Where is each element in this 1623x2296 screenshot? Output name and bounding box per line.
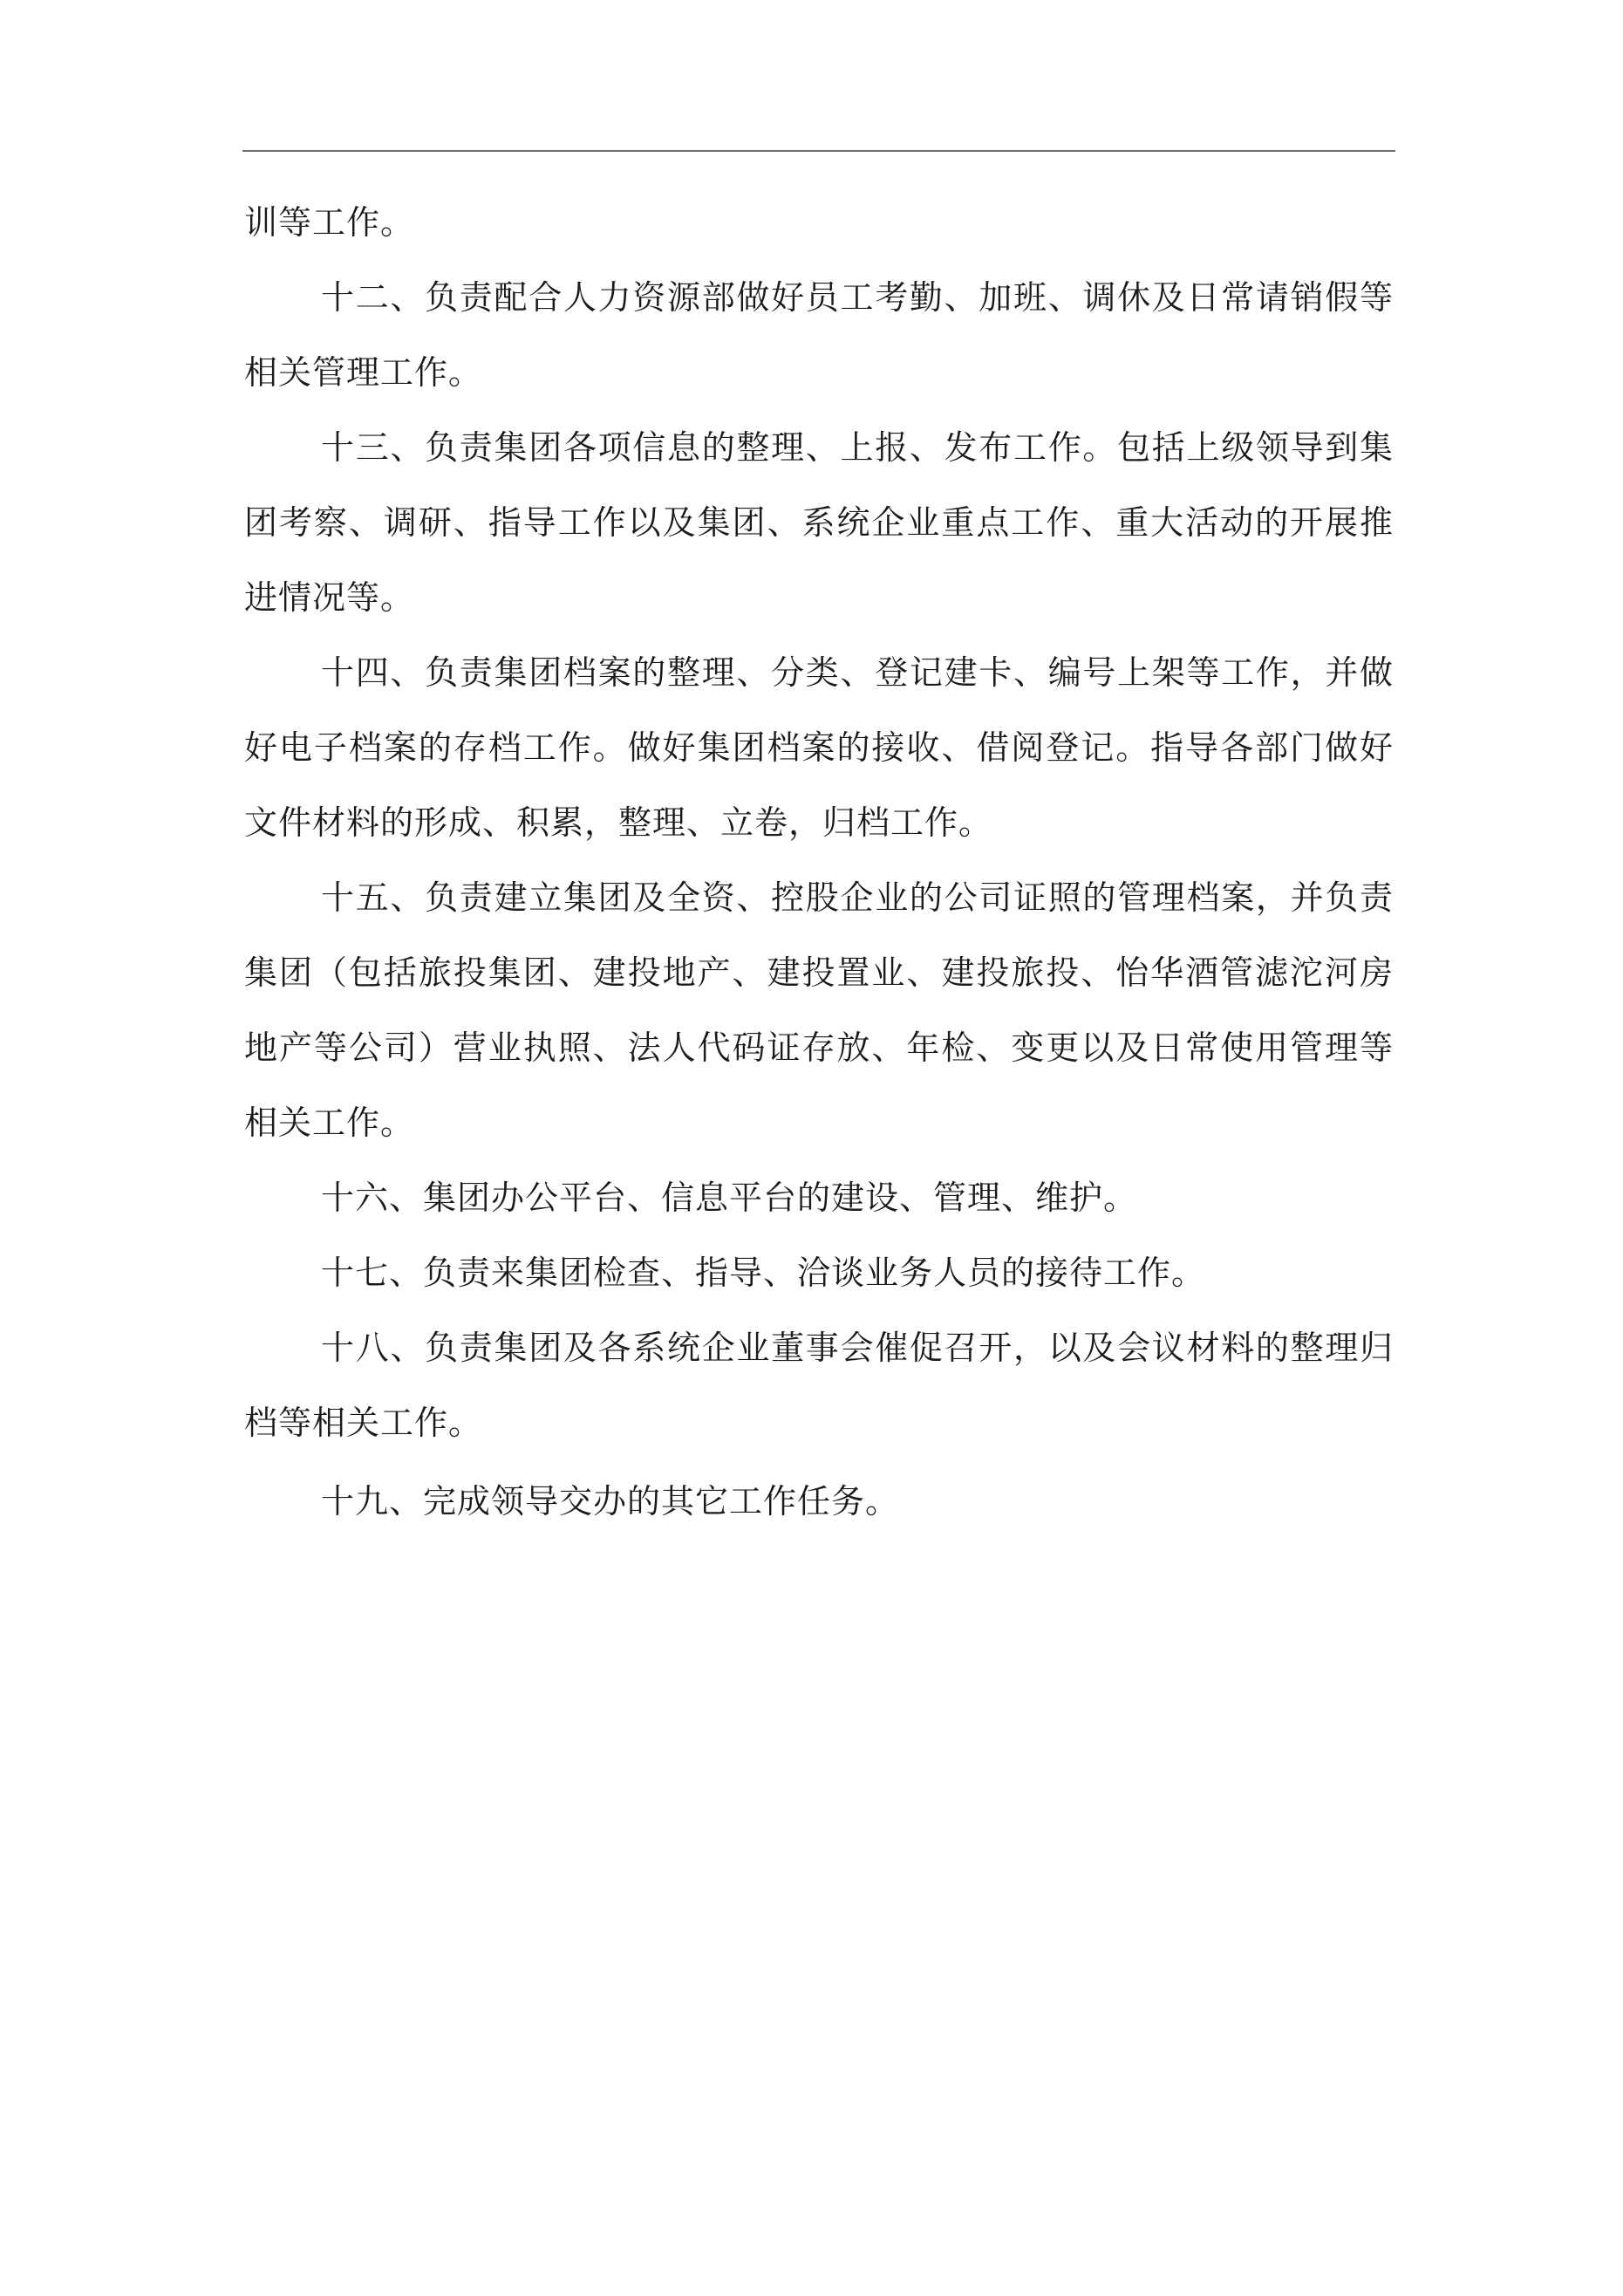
paragraph-item-15: 十五、负责建立集团及全资、控股企业的公司证照的管理档案，并负责集团（包括旅投集团、建投地产、建投置业、建投旅投、怡华酒管滤沱河房地产等公司）营业执照、法人代码证存放、年检、变更以及日常使用管理等相关工作。 [244,878,1394,1142]
paragraph-item-17: 十七、负责来集团检查、指导、洽谈业务人员的接待工作。 [321,1254,1206,1292]
paragraph-item-16: 十六、集团办公平台、信息平台的建设、管理、维护。 [321,1179,1138,1217]
paragraph-continuation: 训等工作。 [244,203,415,242]
paragraph-item-18: 十八、负责集团及各系统企业董事会催促召开，以及会议材料的整理归档等相关工作。 [244,1329,1394,1442]
document-body [244,185,1394,1539]
paragraph-item-13: 十三、负责集团各项信息的整理、上报、发布工作。包括上级领导到集团考察、调研、指导工作以及集团、系统企业重点工作、重大活动的开展推进情况等。 [244,428,1394,617]
paragraph-item-19: 十九、完成领导交办的其它工作任务。 [321,1482,900,1520]
paragraph-item-12: 十二、负责配合人力资源部做好员工考勤、加班、调休及日常请销假等相关管理工作。 [244,278,1394,392]
header-rule [242,150,1395,152]
paragraph-item-14: 十四、负责集团档案的整理、分类、登记建卡、编号上架等工作，并做好电子档案的存档工作。做好集团档案的接收、借阅登记。指导各部门做好文件材料的形成、积累，整理、立卷，归档工作。 [244,653,1394,842]
